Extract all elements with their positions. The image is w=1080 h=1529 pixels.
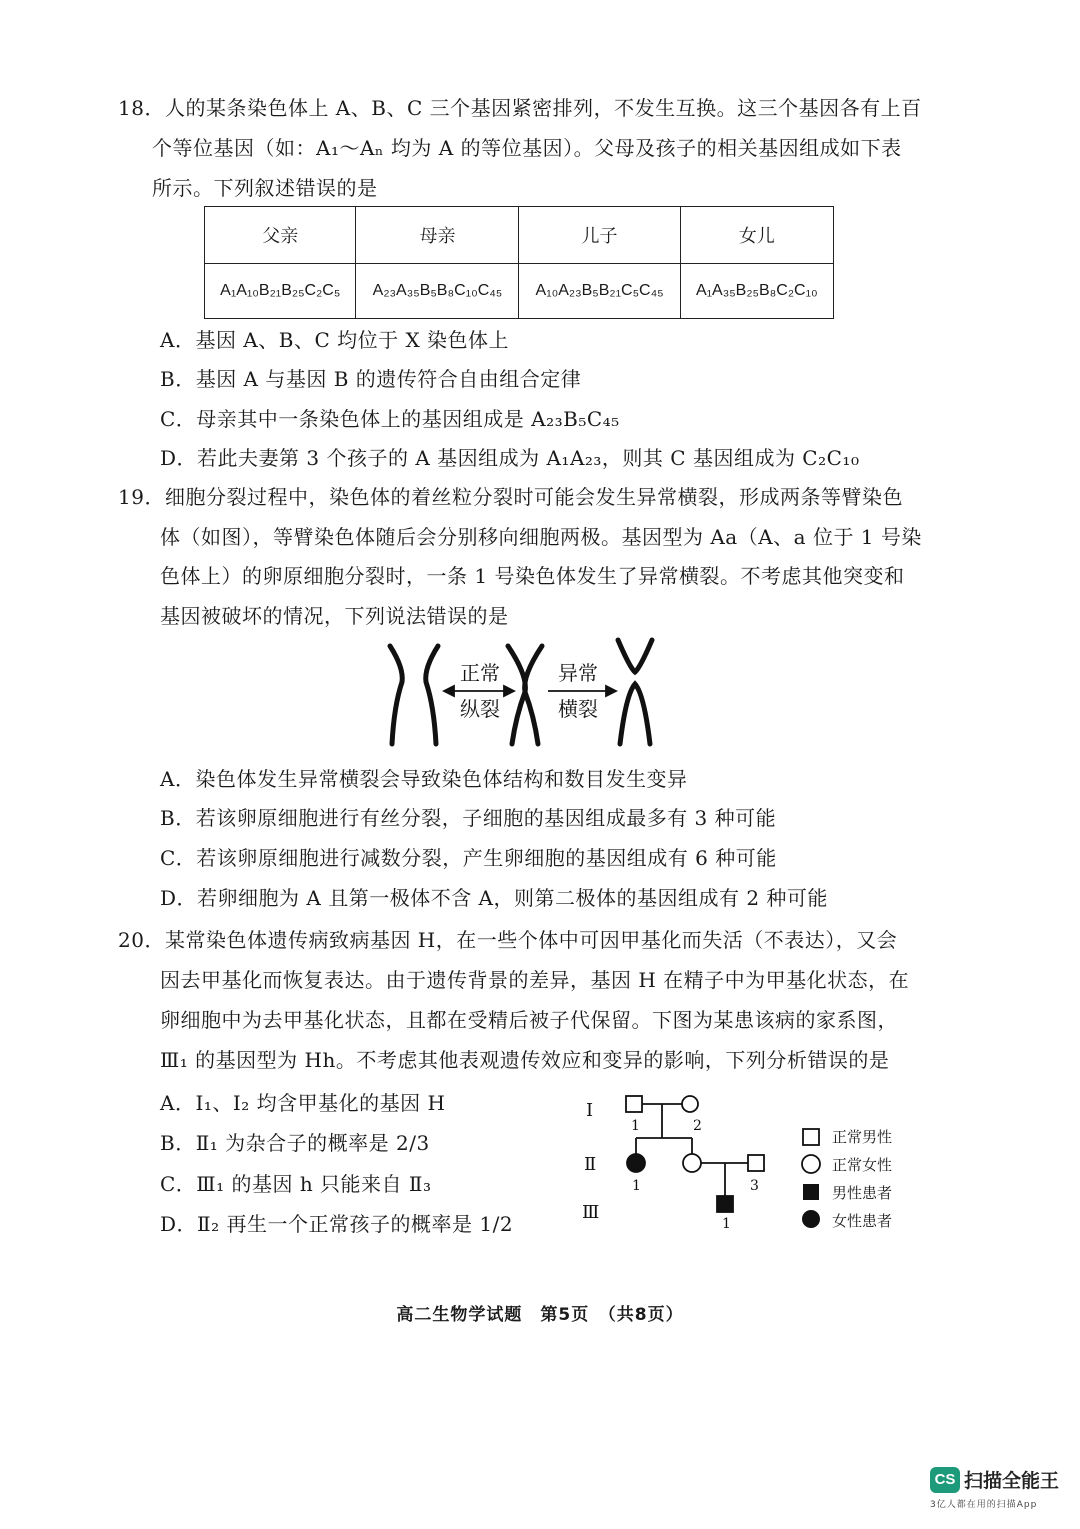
q20-option-b: B．Ⅱ₁ 为杂合子的概率是 2/3: [160, 1131, 430, 1155]
generation-label-3: Ⅲ: [582, 1202, 600, 1223]
pedigree-II3-normal-male-icon: [748, 1155, 764, 1171]
arrow-right-icon: [548, 686, 616, 696]
pedigree-II2-normal-female-icon: [683, 1154, 701, 1172]
chromatids-separated-icon: [390, 646, 438, 744]
q18-line-3: 所示。下列叙述错误的是: [152, 176, 378, 200]
legend-affected-female-icon: [802, 1210, 820, 1228]
pedigree-label-III1: 1: [722, 1216, 731, 1232]
q20-option-d: D．Ⅱ₂ 再生一个正常孩子的概率是 1/2: [160, 1212, 514, 1236]
q20-line-4: Ⅲ₁ 的基因型为 Hh。不考虑其他表观遗传效应和变异的影响，下列分析错误的是: [160, 1048, 890, 1072]
q20-line-2: 因去甲基化而恢复表达。由于遗传背景的差异，基因 H 在精子中为甲基化状态，在: [160, 968, 910, 992]
table-header-daughter: 女儿: [680, 207, 833, 264]
watermark-app-name: 扫描全能王: [964, 1470, 1060, 1492]
q19-line-2: 体（如图），等臂染色体随后会分别移向细胞两极。基因型为 Aa（A、a 位于 1 号染: [160, 525, 922, 549]
pedigree-label-I2: 2: [693, 1118, 702, 1134]
page-footer: 高二生物学试题 第5页 （共8页）: [396, 1305, 684, 1325]
camscanner-logo: CS: [930, 1467, 960, 1493]
q20-line-1: 20．某常染色体遗传病致病基因 H，在一些个体中可因甲基化而失活（不表达），又会: [118, 928, 898, 952]
isochromosome-icon: [618, 640, 652, 744]
label-normal-top: 正常: [460, 661, 500, 685]
legend-normal-male-label: 正常男性: [832, 1128, 893, 1146]
pedigree-label-II3: 3: [750, 1178, 759, 1194]
pedigree-chart: [578, 1090, 788, 1240]
pedigree-I2-normal-female-icon: [682, 1096, 698, 1112]
pedigree-II1-affected-female-icon: [627, 1154, 645, 1172]
generation-label-2: Ⅱ: [584, 1154, 597, 1175]
q18-option-b: B．基因 A 与基因 B 的遗传符合自由组合定律: [160, 367, 582, 391]
q20-option-a: A．Ⅰ₁、Ⅰ₂ 均含甲基化的基因 H: [160, 1091, 446, 1115]
legend-normal-female-label: 正常女性: [832, 1156, 893, 1174]
pedigree-label-II1: 1: [632, 1178, 641, 1194]
label-normal-bottom: 纵裂: [460, 697, 500, 721]
table-header-mother: 母亲: [356, 207, 519, 264]
legend-affected-male-label: 男性患者: [832, 1184, 893, 1202]
legend-affected-male-icon: [803, 1184, 819, 1200]
legend-normal-female-icon: [802, 1155, 820, 1173]
genotype-table: [204, 206, 834, 319]
pedigree-label-I1: 1: [631, 1118, 640, 1134]
table-header-son: 儿子: [519, 207, 680, 264]
q19-option-a: A．染色体发生异常横裂会导致染色体结构和数目发生变异: [160, 767, 688, 791]
table-cell-daughter: A₁A₃₅B₂₅B₈C₂C₁₀: [680, 264, 833, 319]
watermark-tagline: 3亿人都在用的扫描App: [930, 1500, 1038, 1510]
legend-normal-male-icon: [803, 1129, 819, 1145]
q19-line-3: 色体上）的卵原细胞分裂时，一条 1 号染色体发生了异常横裂。不考虑其他突变和: [160, 564, 905, 588]
q18-option-a: A．基因 A、B、C 均位于 X 染色体上: [160, 328, 510, 352]
legend-affected-female-label: 女性患者: [832, 1212, 893, 1230]
q18-option-c: C．母亲其中一条染色体上的基因组成是 A₂₃B₅C₄₅: [160, 407, 620, 431]
label-abnormal-bottom: 横裂: [558, 697, 598, 721]
q20-option-c: C．Ⅲ₁ 的基因 h 只能来自 Ⅱ₃: [160, 1172, 432, 1196]
chromosome-figure: [380, 636, 670, 756]
arrow-double-left-icon: [444, 686, 514, 696]
q19-option-b: B．若该卵原细胞进行有丝分裂，子细胞的基因组成最多有 3 种可能: [160, 806, 777, 830]
table-cell-father: A₁A₁₀B₂₁B₂₅C₂C₅: [205, 264, 356, 319]
q18-option-d: D．若此夫妻第 3 个孩子的 A 基因组成为 A₁A₂₃，则其 C 基因组成为 C₂C₁₀: [160, 446, 860, 470]
q18-line-2: 个等位基因（如：A₁～Aₙ 均为 A 的等位基因）。父母及孩子的相关基因组成如下表: [152, 136, 902, 160]
q18-line-1: 18．人的某条染色体上 A、B、C 三个基因紧密排列，不发生互换。这三个基因各有上百: [118, 96, 922, 120]
generation-label-1: Ⅰ: [586, 1100, 594, 1121]
table-header-father: 父亲: [205, 207, 356, 264]
scanner-watermark: [930, 1466, 1059, 1510]
q19-line-4: 基因被破坏的情况，下列说法错误的是: [160, 604, 509, 628]
q20-line-3: 卵细胞中为去甲基化状态，且都在受精后被子代保留。下图为某患该病的家系图，: [160, 1008, 898, 1032]
table-cell-son: A₁₀A₂₃B₅B₂₁C₅C₄₅: [519, 264, 680, 319]
label-abnormal-top: 异常: [558, 661, 598, 685]
pedigree-III1-affected-male-icon: [717, 1196, 733, 1212]
x-chromosome-icon: [508, 646, 542, 744]
table-cell-mother: A₂₃A₃₅B₅B₈C₁₀C₄₅: [356, 264, 519, 319]
q19-line-1: 19．细胞分裂过程中，染色体的着丝粒分裂时可能会发生异常横裂，形成两条等臂染色: [118, 485, 903, 509]
q19-option-c: C．若该卵原细胞进行减数分裂，产生卵细胞的基因组成有 6 种可能: [160, 846, 777, 870]
pedigree-I1-normal-male-icon: [626, 1096, 642, 1112]
q19-option-d: D．若卵细胞为 A 且第一极体不含 A，则第二极体的基因组成有 2 种可能: [160, 886, 828, 910]
